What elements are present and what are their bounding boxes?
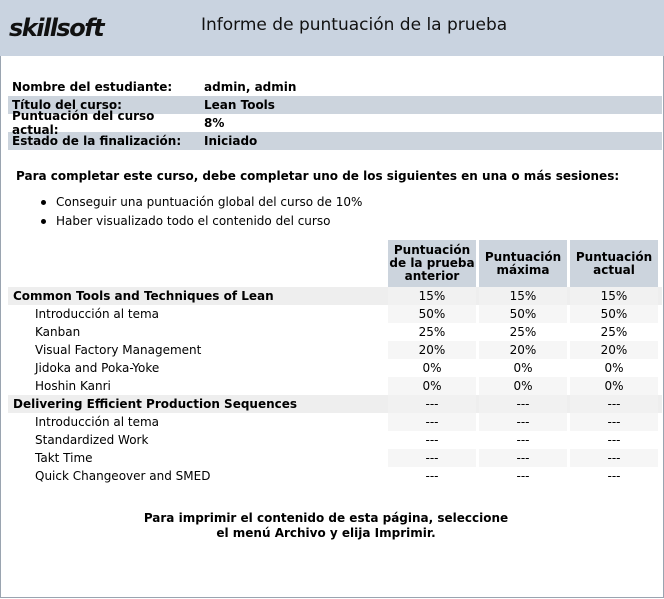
report-header — [0, 0, 664, 56]
info-label: Título del curso: — [12, 98, 122, 112]
info-value: Lean Tools — [204, 98, 275, 112]
score-cell: 25% — [570, 323, 658, 341]
score-cell: --- — [479, 431, 567, 449]
score-table — [8, 240, 662, 485]
score-cell: --- — [388, 467, 476, 485]
column-header-max: Puntuación máxima — [479, 240, 567, 287]
score-cell: --- — [479, 467, 567, 485]
section-name: Delivering Efficient Production Sequences — [13, 397, 298, 411]
table-row — [8, 341, 662, 359]
requirements-intro: Para completar este curso, debe completar uno de los siguientes en una o más sesiones: — [16, 169, 620, 183]
score-cell: 0% — [570, 359, 658, 377]
score-cell: 25% — [479, 323, 567, 341]
score-cell: --- — [479, 449, 567, 467]
section-name: Common Tools and Techniques of Lean — [13, 289, 274, 303]
score-table-header — [8, 240, 662, 287]
score-cell: --- — [388, 449, 476, 467]
skillsoft-logo: skillsoft — [9, 14, 104, 42]
score-cell: --- — [388, 413, 476, 431]
score-cell: 15% — [479, 287, 567, 305]
score-cell: 0% — [570, 377, 658, 395]
info-label: Nombre del estudiante: — [12, 80, 173, 94]
table-row — [8, 377, 662, 395]
info-row-status — [8, 132, 662, 150]
topic-name: Introducción al tema — [35, 307, 160, 321]
score-cell: 50% — [570, 305, 658, 323]
score-cell: --- — [570, 467, 658, 485]
info-label: Estado de la finalización: — [12, 134, 182, 148]
table-row — [8, 413, 662, 431]
table-row — [8, 431, 662, 449]
topic-name: Standardized Work — [35, 433, 149, 447]
section-row — [8, 287, 662, 305]
score-cell: 0% — [479, 377, 567, 395]
score-cell: --- — [388, 431, 476, 449]
requirements-list — [38, 195, 362, 233]
score-cell: 20% — [570, 341, 658, 359]
score-cell: --- — [570, 395, 658, 413]
score-cell: 50% — [388, 305, 476, 323]
info-row-score — [8, 109, 662, 137]
score-cell: --- — [479, 413, 567, 431]
print-instructions — [0, 511, 652, 541]
score-cell: 0% — [388, 377, 476, 395]
score-cell: 20% — [479, 341, 567, 359]
topic-name: Hoshin Kanri — [35, 379, 111, 393]
topic-name: Introducción al tema — [35, 415, 160, 429]
info-value: Iniciado — [204, 134, 258, 148]
print-instructions-line: Para imprimir el contenido de esta página, seleccione — [143, 511, 509, 525]
score-cell: --- — [479, 395, 567, 413]
score-cell: 15% — [388, 287, 476, 305]
page-title: Informe de puntuación de la prueba — [201, 15, 508, 35]
print-instructions-line: el menú Archivo y elija Imprimir. — [216, 526, 436, 540]
topic-name: Kanban — [35, 325, 81, 339]
info-label: Puntuación del curso actual: — [12, 109, 155, 137]
section-row — [8, 395, 662, 413]
score-cell: 15% — [570, 287, 658, 305]
table-row — [8, 449, 662, 467]
table-row — [8, 305, 662, 323]
list-item: Haber visualizado todo el contenido del curso — [38, 214, 362, 233]
score-cell: 50% — [479, 305, 567, 323]
table-row — [8, 323, 662, 341]
info-row-student — [8, 78, 662, 96]
score-cell: --- — [570, 431, 658, 449]
column-header-previous: Puntuación de la prueba anterior — [388, 240, 476, 287]
table-row — [8, 467, 662, 485]
topic-name: Visual Factory Management — [35, 343, 202, 357]
list-item: Conseguir una puntuación global del curso de 10% — [38, 195, 362, 214]
student-info — [8, 78, 662, 150]
column-header-current: Puntuación actual — [570, 240, 658, 287]
score-cell: --- — [570, 449, 658, 467]
info-value: admin, admin — [204, 80, 297, 94]
score-cell: 0% — [479, 359, 567, 377]
topic-name: Jidoka and Poka-Yoke — [35, 361, 160, 375]
table-row — [8, 359, 662, 377]
score-cell: 0% — [388, 359, 476, 377]
score-cell: 20% — [388, 341, 476, 359]
topic-name: Takt Time — [35, 451, 93, 465]
topic-name: Quick Changeover and SMED — [35, 469, 211, 483]
score-cell: --- — [388, 395, 476, 413]
score-cell: 25% — [388, 323, 476, 341]
score-cell: --- — [570, 413, 658, 431]
info-value: 8% — [204, 116, 225, 130]
